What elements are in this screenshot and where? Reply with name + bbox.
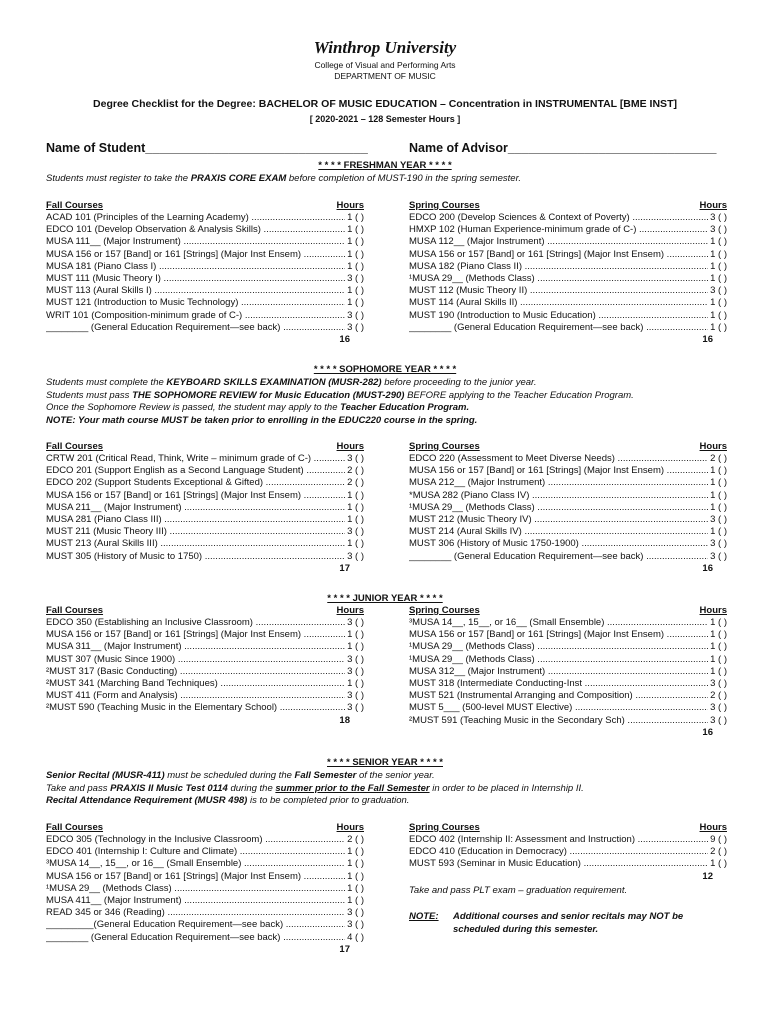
course-hours-checkbox[interactable]: 1 ( ) <box>710 260 727 272</box>
course-row <box>46 883 364 895</box>
course-row <box>46 907 364 919</box>
course-row <box>46 465 364 477</box>
freshman-year-banner: * * * * FRESHMAN YEAR * * * * <box>318 160 452 171</box>
advisor-name-field: Name of Advisor______________________________ <box>409 141 717 155</box>
course-row <box>409 297 727 309</box>
course-row <box>409 465 727 477</box>
university-name: Winthrop University <box>313 38 457 57</box>
course-hours-checkbox[interactable]: 1 ( ) <box>347 297 364 309</box>
semester-title: Fall Courses <box>46 441 104 452</box>
semester-title: Fall Courses <box>46 822 104 833</box>
course-row <box>46 551 364 563</box>
course-row <box>409 654 727 666</box>
course-row <box>46 641 364 653</box>
senior-spring-courses <box>409 822 727 883</box>
hours-column-label: Hours <box>336 441 364 452</box>
course-row <box>46 834 364 846</box>
course-name: MUSA 312__ (Major Instrument) ..... <box>409 666 708 678</box>
course-row <box>409 285 727 297</box>
course-hours-checkbox[interactable]: 3 ( ) <box>347 550 364 562</box>
course-hours-checkbox[interactable]: 3 ( ) <box>347 690 364 702</box>
course-name: MUST 318 (Intermediate Conducting-Inst ..... <box>409 678 708 690</box>
course-hours-checkbox[interactable]: 2 ( ) <box>347 834 364 845</box>
course-hours-checkbox[interactable]: 1 ( ) <box>347 894 364 906</box>
course-hours-checkbox[interactable]: 3 ( ) <box>710 538 727 550</box>
course-hours-checkbox[interactable]: 1 ( ) <box>347 285 364 297</box>
course-hours-checkbox[interactable]: 3 ( ) <box>347 665 364 677</box>
course-hours-checkbox[interactable]: 1 ( ) <box>710 477 727 489</box>
course-hours-checkbox[interactable]: 1 ( ) <box>710 489 727 501</box>
course-table-header <box>409 441 727 453</box>
hours-column-label: Hours <box>336 605 364 616</box>
course-name: MUSA 182 (Piano Class II) ..... <box>409 261 708 273</box>
course-hours-checkbox[interactable]: 3 ( ) <box>710 212 727 223</box>
sophomore-year-banner: * * * * SOPHOMORE YEAR * * * * <box>313 364 457 375</box>
course-row <box>46 932 364 944</box>
course-hours-checkbox[interactable]: 1 ( ) <box>347 677 364 689</box>
course-row <box>46 702 364 714</box>
course-hours-checkbox[interactable]: 1 ( ) <box>347 870 364 882</box>
course-name: ²MUST 590 (Teaching Music in the Elementary School) ..... <box>46 702 345 714</box>
course-name: _________(General Education Requirement—see back) ..... <box>46 919 345 931</box>
course-name: ________ (General Education Requirement—see back) ..... <box>409 551 708 563</box>
hours-column-label: Hours <box>699 822 727 833</box>
course-hours-checkbox[interactable]: 3 ( ) <box>347 702 364 714</box>
course-hours-checkbox[interactable]: 3 ( ) <box>347 526 364 538</box>
course-name: MUST 5___ (500-level MUST Elective) ..... <box>409 702 708 714</box>
course-row <box>46 538 364 550</box>
course-row <box>409 224 727 236</box>
course-row <box>46 678 364 690</box>
semester-title: Fall Courses <box>46 200 104 211</box>
course-hours-checkbox[interactable]: 1 ( ) <box>710 641 727 653</box>
course-table-header <box>409 200 727 212</box>
course-name: EDCO 305 (Technology in the Inclusive Classroom) ..... <box>46 834 345 846</box>
catalog-year: [ 2020-2021 – 128 Semester Hours ] <box>309 114 461 124</box>
course-hours-checkbox[interactable]: 1 ( ) <box>710 236 727 248</box>
course-table-header <box>409 605 727 617</box>
course-hours-checkbox[interactable]: 1 ( ) <box>710 272 727 284</box>
course-row <box>46 871 364 883</box>
senior-notes: Senior Recital (MUSR-411) must be scheduled during the Fall Semester of the senior year. Take and pass PRAXIS II Music Test 0114 during the summer prior to the Fall Semester in order to be placed in Internship II. Recital Attendance Requirement (MUSR 498) is to be completed prior to graduation. <box>46 770 584 806</box>
course-name: EDCO 401 (Internship I: Culture and Climate) ..... <box>46 846 345 858</box>
course-name: EDCO 200 (Develop Sciences & Context of Poverty) ..... <box>409 212 708 224</box>
course-row <box>409 310 727 322</box>
course-hours-checkbox[interactable]: 2 ( ) <box>710 846 727 858</box>
course-name: MUSA 311__ (Major Instrument) ..... <box>46 641 345 653</box>
course-hours-checkbox[interactable]: 1 ( ) <box>347 858 364 870</box>
course-hours-checkbox[interactable]: 3 ( ) <box>347 653 364 665</box>
course-name: MUST 113 (Aural Skills I) ..... <box>46 285 345 297</box>
sophomore-fall-courses <box>46 441 364 575</box>
course-hours-checkbox[interactable]: 3 ( ) <box>347 919 364 931</box>
course-name: EDCO 410 (Education in Democracy) ..... <box>409 846 708 858</box>
course-name: MUST 112 (Music Theory II) ..... <box>409 285 708 297</box>
course-hours-checkbox[interactable]: 3 ( ) <box>710 677 727 689</box>
course-name: MUSA 212__ (Major Instrument) ..... <box>409 477 708 489</box>
course-hours-checkbox[interactable]: 1 ( ) <box>710 526 727 538</box>
course-hours-checkbox[interactable]: 3 ( ) <box>710 513 727 525</box>
course-hours-checkbox[interactable]: 3 ( ) <box>347 617 364 628</box>
senior-year-banner: * * * * SENIOR YEAR * * * * <box>327 757 443 768</box>
junior-year-banner: * * * * JUNIOR YEAR * * * * <box>327 593 443 604</box>
course-name: MUSA 156 or 157 [Band] or 161 [Strings] (Major Inst Ensem) ..... <box>409 249 708 261</box>
course-row <box>409 261 727 273</box>
semester-total-hours: 16 <box>702 333 713 345</box>
course-name: ACAD 101 (Principles of the Learning Academy) ..... <box>46 212 345 224</box>
semester-total-hours: 17 <box>339 943 350 955</box>
freshman-note: Students must register to take the PRAXIS CORE EXAM before completion of MUST-190 in the spring semester. <box>46 173 522 184</box>
course-name: ________ (General Education Requirement—see back) ..... <box>46 322 345 334</box>
course-row <box>409 834 727 846</box>
semester-title: Spring Courses <box>409 441 480 452</box>
course-name: MUST 111 (Music Theory I) ..... <box>46 273 345 285</box>
course-name: MUST 121 (Introduction to Music Technology) ..... <box>46 297 345 309</box>
course-hours-checkbox[interactable]: 1 ( ) <box>710 465 727 477</box>
course-hours-checkbox[interactable]: 1 ( ) <box>710 248 727 260</box>
course-hours-checkbox[interactable]: 1 ( ) <box>710 297 727 309</box>
course-row <box>409 514 727 526</box>
course-name: ³MUSA 14__, 15__, or 16__ (Small Ensemble) ..... <box>46 858 345 870</box>
course-table-header <box>46 605 364 617</box>
course-row <box>409 678 727 690</box>
course-row <box>409 641 727 653</box>
course-name: CRTW 201 (Critical Read, Think, Write – minimum grade of C-) ..... <box>46 453 345 465</box>
course-row <box>46 261 364 273</box>
course-row <box>409 702 727 714</box>
course-hours-checkbox[interactable]: 1 ( ) <box>347 260 364 272</box>
course-row <box>409 453 727 465</box>
course-hours-checkbox[interactable]: 3 ( ) <box>710 702 727 714</box>
student-name-field: Name of Student________________________________ <box>46 141 368 155</box>
course-row <box>409 490 727 502</box>
course-name: WRIT 101 (Composition-minimum grade of C-) ..... <box>46 310 345 322</box>
course-hours-checkbox[interactable]: 1 ( ) <box>347 538 364 550</box>
course-name: ²MUST 317 (Basic Conducting) ..... <box>46 666 345 678</box>
course-name: MUSA 156 or 157 [Band] or 161 [Strings] (Major Inst Ensem) ..... <box>409 629 708 641</box>
course-name: ²MUST 591 (Teaching Music in the Secondary Sch) ..... <box>409 715 708 727</box>
course-name: EDCO 402 (Internship II: Assessment and Instruction) ..... <box>409 834 708 846</box>
course-row <box>409 477 727 489</box>
course-row <box>409 666 727 678</box>
course-row <box>46 236 364 248</box>
course-name: MUST 306 (History of Music 1750-1900) ..... <box>409 538 708 550</box>
course-hours-checkbox[interactable]: 3 ( ) <box>710 224 727 236</box>
course-name: EDCO 101 (Develop Observation & Analysis Skills) ..... <box>46 224 345 236</box>
course-row <box>409 322 727 334</box>
course-row <box>409 236 727 248</box>
course-name: MUST 411 (Form and Analysis) ..... <box>46 690 345 702</box>
course-name: ¹MUSA 29__ (Methods Class) ..... <box>409 641 708 653</box>
semester-total-hours: 16 <box>702 726 713 738</box>
course-row <box>46 453 364 465</box>
course-hours-checkbox[interactable]: 2 ( ) <box>710 690 727 702</box>
course-name: MUST 214 (Aural Skills IV) ..... <box>409 526 708 538</box>
semester-total-hours: 17 <box>339 562 350 574</box>
course-row <box>409 538 727 550</box>
course-name: MUST 213 (Aural Skills III) ..... <box>46 538 345 550</box>
course-name: ¹MUSA 29__ (Methods Class) ..... <box>46 883 345 895</box>
course-hours-checkbox[interactable]: 3 ( ) <box>710 285 727 297</box>
course-hours-checkbox[interactable]: 1 ( ) <box>710 653 727 665</box>
course-row <box>46 490 364 502</box>
course-name: MUSA 181 (Piano Class I) ..... <box>46 261 345 273</box>
course-name: EDCO 201 (Support English as a Second Language Student) ..... <box>46 465 345 477</box>
course-row <box>409 502 727 514</box>
course-name: MUSA 156 or 157 [Band] or 161 [Strings] (Major Inst Ensem) ..... <box>46 629 345 641</box>
semester-total-hours: 16 <box>339 333 350 345</box>
course-name: MUSA 111__ (Major Instrument) ..... <box>46 236 345 248</box>
course-row <box>409 212 727 224</box>
course-row <box>46 526 364 538</box>
course-name: MUSA 112__ (Major Instrument) ..... <box>409 236 708 248</box>
checklist-page: Winthrop University College of Visual and Performing Arts DEPARTMENT OF MUSIC Degree Checklist for the Degree: BACHELOR OF MUSIC EDUCATION – Concentration in INSTRUMENTAL [BME INST] [ 2020-2021 – 128 Semester Hours ] Name of Student________________________________ Name of Advisor______________________________ * * * * FRESHMAN YEAR * * * * Students must register to take the PRAXIS CORE EXAM before completion of MUST-190 in the spring semester. Fall Courses Hours ACAD 101 (Principles of the Learning Academy) ..... 1 ( ) EDCO 101 (Develop Observation & Analysis Skills) ..... 1 ( ) MUSA 111__ (Major Instrument) ..... 1 ( ) MUSA 156 or 157 [Band] or 161 [Strings] (Major Inst Ensem) ..... 1 ( ) MUSA 181 (Piano Class I) ..... 1 ( ) MUST 111 (Music Theory I) ..... 3 ( ) MUST 113 (Aural Skills I) ..... 1 ( ) MUST 121 (Introduction to Music Technology) ..... 1 ( ) WRIT 101 (Composition-minimum grade of C-) ..... 3 ( ) ________ (General Education Requirement—see back) ..... 3 ( ) 16 Spring Courses Hours EDCO 200 (Develop Sciences & Context of Poverty) ..... 3 ( ) HMXP 102 (Human Experience-minimum grade of C-) ..... 3 ( ) MUSA 112__ (Major Instrument) ..... 1 ( ) MUSA 156 or 157 [Band] or 161 [Strings] (Major Inst Ensem) ..... 1 ( ) MUSA 182 (Piano Class II) ..... 1 ( ) ¹MUSA 29__ (Methods Class) ..... 1 ( ) MUST 112 (Music Theory II) ..... 3 ( ) MUST 114 (Aural Skills II) ..... 1 ( ) MUST 190 (Introduction to Music Education) ..... 1 ( ) ________ (General Education Requirement—see back) ..... 1 ( ) 16 * * * * SOPHOMORE YEAR * * * * Students must complete the KEYBOARD SKILLS EXAMINATION (MUSR-282) before proceeding to the junior year. Students must pass THE SOPHOMORE REVIEW for Music Education (MUST-290) BEFORE applying to the Teacher Education Program. Once the Sophomore Review is passed, the student may apply to the Teacher Education Program. NOTE: Your math course MUST be taken prior to enrolling in the EDUC220 course in the spring. Fall Courses Hours CRTW 201 (Critical Read, Think, Write – minimum grade of C-) ..... 3 ( ) EDCO 201 (Support English as a Second Language Student) ..... 2 ( ) EDCO 202 (Support Students Exceptional & Gifted) ..... 2 ( ) MUSA 156 or 157 [Band] or 161 [Strings] (Major Inst Ensem) ..... 1 ( ) MUSA 211__ (Major Instrument) ..... 1 ( ) MUSA 281 (Piano Class III) ..... 1 ( ) MUST 211 (Music Theory III) ..... 3 ( ) MUST 213 (Aural Skills III) ..... 1 ( ) MUST 305 (History of Music to 1750) ..... 3 ( ) 17 Spring Courses Hours EDCO 220 (Assessment to Meet Diverse Needs) ..... 2 ( ) MUSA 156 or 157 [Band] or 161 [Strings] (Major Inst Ensem) ..... 1 ( ) MUSA 212__ (Major Instrument) ..... 1 ( ) *MUSA 282 (Piano Class IV) ..... 1 ( ) ¹MUSA 29__ (Methods Class) ..... 1 ( ) MUST 212 (Music Theory IV) ..... 3 ( ) MUST 214 (Aural Skills IV) ..... 1 ( ) MUST 306 (History of Music 1750-1900) ..... 3 ( ) ________ (General Education Requirement—see back) ..... 3 ( ) 16 * * * * JUNIOR YEAR * * * * Fall Courses Hours EDCO 350 (Establishing an Inclusive Classroom) ..... 3 ( ) MUSA 156 or 157 [Band] or 161 [Strings] (Major Inst Ensem) ..... 1 ( ) MUSA 311__ (Major Instrument) ..... 1 ( ) MUST 307 (Music Since 1900) ..... 3 ( ) ²MUST 317 (Basic Conducting) ..... 3 ( ) ²MUST 341 (Marching Band Techniques) ..... 1 ( ) MUST 411 (Form and Analysis) ..... 3 ( ) ²MUST 590 (Teaching Music in the Elementary School) ..... 3 ( ) 18 Spring Courses Hours ³MUSA 14__, 15__, or 16__ (Small Ensemble) ..... 1 ( ) MUSA 156 or 157 [Band] or 161 [Strings] (Major Inst Ensem) ..... 1 ( ) ¹MUSA 29__ (Methods Class) ..... 1 ( ) ¹MUSA 29__ (Methods Class) ..... 1 ( ) MUSA 312__ (Major Instrument) ..... 1 ( ) MUST 318 (Intermediate Conducting-Inst ..... 3 ( ) MUST 521 (Instrumental Arranging and Composition) ..... 2 ( ) MUST 5___ (500-level MUST Elective) ..... 3 ( ) ²MUST 591 (Teaching Music in the Secondary Sch) ..... 3 ( ) 16 * * * * SENIOR YEAR * * * * Senior Recital (MUSR-411) must be scheduled during the Fall Semester of the senior year. Take and pass PRAXIS II Music Test 0114 during the summer prior to the Fall Semester in order to be placed in Internship II. Recital Attendance Requirement (MUSR 498) is to be completed prior to graduation. Fall Courses Hours EDCO 305 (Technology in the Inclusive Classroom) ..... 2 ( ) EDCO 401 (Internship I: Culture and Climate) ..... 1 ( ) ³MUSA 14__, 15__, or 16__ (Small Ensemble) ..... 1 ( ) MUSA 156 or 157 [Band] or 161 [Strings] (Major Inst Ensem) ..... 1 ( ) ¹MUSA 29__ (Methods Class) ..... 1 ( ) MUSA 411__ (Major Instrument) ..... 1 ( ) READ 345 or 346 (Reading) ..... 3 ( ) _________(General Education Requirement—see back) ..... 3 ( ) ________ (General Education Requirement—see back) ..... 4 ( ) 17 Spring Courses Hours EDCO 402 (Internship II: Assessment and Instruction) ..... 9 ( ) EDCO 410 (Education in Democracy) ..... 2 ( ) MUST 593 (Seminar in Music Education) ..... 1 ( ) 12 Take and pass PLT exam – graduation requirement. NOTE: Additional courses and senior recitals may NOT be scheduled during this semester. <box>0 0 770 1024</box>
course-hours-checkbox[interactable]: 3 ( ) <box>347 272 364 284</box>
course-hours-checkbox[interactable]: 1 ( ) <box>710 309 727 321</box>
course-row <box>409 858 727 870</box>
college-name: College of Visual and Performing Arts <box>314 60 456 70</box>
course-name: MUSA 211__ (Major Instrument) ..... <box>46 502 345 514</box>
course-hours-checkbox[interactable]: 3 ( ) <box>347 907 364 919</box>
course-row <box>409 249 727 261</box>
course-row <box>409 273 727 285</box>
course-name: EDCO 202 (Support Students Exceptional & Gifted) ..... <box>46 477 345 489</box>
course-row <box>46 273 364 285</box>
semester-title: Spring Courses <box>409 605 480 616</box>
course-hours-checkbox[interactable]: 3 ( ) <box>347 453 364 464</box>
course-hours-checkbox[interactable]: 1 ( ) <box>347 641 364 653</box>
course-row <box>46 654 364 666</box>
semester-total-hours: 12 <box>702 870 713 882</box>
course-row <box>46 629 364 641</box>
course-row <box>46 502 364 514</box>
semester-total-hours: 16 <box>702 562 713 574</box>
course-name: MUST 305 (History of Music to 1750) ..... <box>46 551 345 563</box>
course-name: MUST 212 (Music Theory IV) ..... <box>409 514 708 526</box>
course-row <box>46 666 364 678</box>
course-name: *MUSA 282 (Piano Class IV) ..... <box>409 490 708 502</box>
course-name: ²MUST 341 (Marching Band Techniques) ..... <box>46 678 345 690</box>
course-hours-checkbox[interactable]: 3 ( ) <box>347 321 364 333</box>
course-hours-checkbox[interactable]: 2 ( ) <box>347 465 364 477</box>
course-hours-checkbox[interactable]: 1 ( ) <box>347 629 364 641</box>
semester-title: Fall Courses <box>46 605 104 616</box>
senior-fall-courses <box>46 822 364 956</box>
course-name: ________ (General Education Requirement—see back) ..... <box>46 932 345 944</box>
freshman-fall-courses <box>46 200 364 346</box>
hours-column-label: Hours <box>699 605 727 616</box>
hours-column-label: Hours <box>699 200 727 211</box>
course-name: MUST 307 (Music Since 1900) ..... <box>46 654 345 666</box>
course-hours-checkbox[interactable]: 4 ( ) <box>347 931 364 943</box>
course-name: ¹MUSA 29__ (Methods Class) ..... <box>409 502 708 514</box>
course-name: MUST 114 (Aural Skills II) ..... <box>409 297 708 309</box>
course-row <box>46 249 364 261</box>
hours-column-label: Hours <box>336 822 364 833</box>
course-table-header <box>46 200 364 212</box>
course-row <box>46 285 364 297</box>
course-name: MUSA 156 or 157 [Band] or 161 [Strings] (Major Inst Ensem) ..... <box>46 871 345 883</box>
course-row <box>46 919 364 931</box>
course-row <box>46 212 364 224</box>
course-name: ³MUSA 14__, 15__, or 16__ (Small Ensemble) ..... <box>409 617 708 629</box>
course-table-header <box>46 441 364 453</box>
course-hours-checkbox[interactable]: 1 ( ) <box>347 513 364 525</box>
course-row <box>46 690 364 702</box>
semester-title: Spring Courses <box>409 822 480 833</box>
course-row <box>46 858 364 870</box>
course-hours-checkbox[interactable]: 1 ( ) <box>710 665 727 677</box>
course-hours-checkbox[interactable]: 2 ( ) <box>710 453 727 464</box>
course-row <box>409 617 727 629</box>
course-hours-checkbox[interactable]: 1 ( ) <box>710 321 727 333</box>
course-row <box>409 526 727 538</box>
course-row <box>409 690 727 702</box>
course-hours-checkbox[interactable]: 3 ( ) <box>710 550 727 562</box>
course-hours-checkbox[interactable]: 1 ( ) <box>347 236 364 248</box>
sophomore-spring-courses <box>409 441 727 575</box>
course-name: MUST 211 (Music Theory III) ..... <box>46 526 345 538</box>
junior-spring-courses <box>409 605 727 739</box>
course-hours-checkbox[interactable]: 2 ( ) <box>347 477 364 489</box>
degree-title: Degree Checklist for the Degree: BACHELOR OF MUSIC EDUCATION – Concentration in INSTRUMENTAL [BME INST] <box>93 98 677 110</box>
course-hours-checkbox[interactable]: 1 ( ) <box>710 858 727 870</box>
course-name: READ 345 or 346 (Reading) ..... <box>46 907 345 919</box>
course-hours-checkbox[interactable]: 3 ( ) <box>710 714 727 726</box>
course-table-header <box>46 822 364 834</box>
course-table-header <box>409 822 727 834</box>
course-row <box>46 895 364 907</box>
course-row <box>46 224 364 236</box>
department-name: DEPARTMENT OF MUSIC <box>334 71 436 81</box>
semester-title: Spring Courses <box>409 200 480 211</box>
plt-exam-note: Take and pass PLT exam – graduation requirement. <box>409 885 628 896</box>
course-row <box>46 322 364 334</box>
course-name: MUSA 281 (Piano Class III) ..... <box>46 514 345 526</box>
course-row <box>46 617 364 629</box>
course-name: EDCO 220 (Assessment to Meet Diverse Needs) ..... <box>409 453 708 465</box>
hours-column-label: Hours <box>336 200 364 211</box>
course-hours-checkbox[interactable]: 1 ( ) <box>710 629 727 641</box>
course-name: ________ (General Education Requirement—see back) ..... <box>409 322 708 334</box>
course-row <box>409 551 727 563</box>
course-name: HMXP 102 (Human Experience-minimum grade of C-) ..... <box>409 224 708 236</box>
course-hours-checkbox[interactable]: 1 ( ) <box>347 224 364 236</box>
course-row <box>46 477 364 489</box>
course-row <box>409 715 727 727</box>
course-name: ¹MUSA 29__ (Methods Class) ..... <box>409 654 708 666</box>
course-name: MUSA 156 or 157 [Band] or 161 [Strings] (Major Inst Ensem) ..... <box>409 465 708 477</box>
course-hours-checkbox[interactable]: 1 ( ) <box>347 489 364 501</box>
course-hours-checkbox[interactable]: 1 ( ) <box>347 846 364 858</box>
course-row <box>46 310 364 322</box>
course-row <box>46 846 364 858</box>
junior-fall-courses <box>46 605 364 727</box>
course-row <box>46 514 364 526</box>
semester-total-hours: 18 <box>339 714 350 726</box>
course-row <box>409 629 727 641</box>
sophomore-notes: Students must complete the KEYBOARD SKILLS EXAMINATION (MUSR-282) before proceeding to the junior year. Students must pass THE SOPHOMORE REVIEW for Music Education (MUST-290) BEFORE applying to the Teacher Education Program. Once the Sophomore Review is passed, the student may apply to the Teacher Education Program. NOTE: Your math course MUST be taken prior to enrolling in the EDUC220 course in the spring. <box>46 377 634 426</box>
course-hours-checkbox[interactable]: 1 ( ) <box>347 212 364 223</box>
hours-column-label: Hours <box>699 441 727 452</box>
course-name: MUST 593 (Seminar in Music Education) ..... <box>409 858 708 870</box>
course-hours-checkbox[interactable]: 1 ( ) <box>347 248 364 260</box>
freshman-spring-courses <box>409 200 727 346</box>
course-name: MUSA 156 or 157 [Band] or 161 [Strings] (Major Inst Ensem) ..... <box>46 490 345 502</box>
course-name: EDCO 350 (Establishing an Inclusive Classroom) ..... <box>46 617 345 629</box>
course-hours-checkbox[interactable]: 1 ( ) <box>710 501 727 513</box>
course-name: MUSA 411__ (Major Instrument) ..... <box>46 895 345 907</box>
course-name: ¹MUSA 29__ (Methods Class) ..... <box>409 273 708 285</box>
course-row <box>409 846 727 858</box>
course-hours-checkbox[interactable]: 1 ( ) <box>710 617 727 628</box>
course-hours-checkbox[interactable]: 3 ( ) <box>347 309 364 321</box>
course-row <box>46 297 364 309</box>
course-name: MUST 521 (Instrumental Arranging and Composition) ..... <box>409 690 708 702</box>
course-hours-checkbox[interactable]: 9 ( ) <box>710 834 727 845</box>
course-name: MUST 190 (Introduction to Music Education) ..... <box>409 310 708 322</box>
course-hours-checkbox[interactable]: 1 ( ) <box>347 882 364 894</box>
course-name: MUSA 156 or 157 [Band] or 161 [Strings] (Major Inst Ensem) ..... <box>46 249 345 261</box>
course-hours-checkbox[interactable]: 1 ( ) <box>347 501 364 513</box>
